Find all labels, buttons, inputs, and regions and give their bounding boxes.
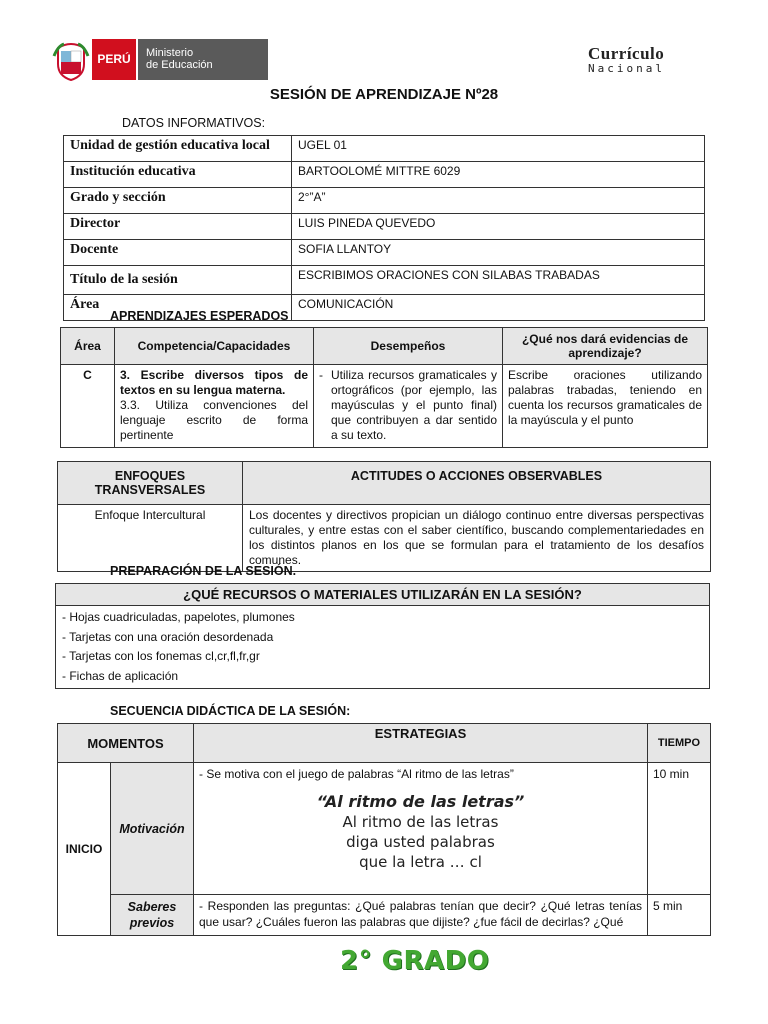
capacidad-text: 3.3. Utiliza convenciones del lenguaje escrito de forma pertinente — [120, 398, 308, 442]
saberes-text: - Responden las preguntas: ¿Qué palabras tenían que decir? ¿Qué letras tenías que usar? ¿Cuáles fueron las palabras que dijiste? ¿fue fácil de decirlas? ¿Qué — [194, 895, 648, 936]
actitud-cell: Los docentes y directivos propician un diálogo continuo entre diversas perspectivas culturales, y entre estas con el saber científico, buscando complementariedades en los distintos planos en los que se formulan para el tratamiento de los desafíos comunes. — [243, 505, 711, 572]
col-header-competencia: Competencia/Capacidades — [115, 328, 314, 365]
col-header-actitudes: ACTITUDES O ACCIONES OBSERVABLES — [243, 462, 711, 505]
table-row — [64, 214, 705, 240]
motivacion-text: - Se motiva con el juego de palabras “Al ritmo de las letras” — [199, 767, 514, 781]
col-header-evidencia: ¿Qué nos dará evidencias de aprendizaje? — [503, 328, 708, 365]
poem — [199, 794, 642, 870]
table-header-row — [56, 584, 710, 606]
datos-value: COMUNICACIÓN — [292, 295, 705, 321]
table-row — [64, 240, 705, 266]
col-header-tiempo: TIEMPO — [648, 724, 711, 763]
motivacion-tiempo: 10 min — [648, 763, 711, 895]
datos-value: UGEL 01 — [292, 136, 705, 162]
datos-table — [63, 135, 705, 321]
table-row — [64, 188, 705, 214]
poem-line: Al ritmo de las letras — [342, 813, 499, 831]
desempeno-item — [319, 368, 497, 443]
enfoque-cell: Enfoque Intercultural — [58, 505, 243, 572]
grado-stamp: 2° GRADO — [340, 946, 490, 976]
table-row — [64, 266, 705, 295]
datos-key: Grado y sección — [64, 188, 292, 214]
poem-line: que la letra … cl — [359, 853, 482, 871]
saberes-label: Saberes previos — [111, 895, 194, 936]
datos-key: Título de la sesión — [64, 266, 292, 295]
curriculo-nacional-logo — [588, 44, 698, 88]
ministerio-line2: de Educación — [146, 59, 213, 71]
preparacion-label: PREPARACIÓN DE LA SESIÓN. — [110, 564, 297, 578]
secuencia-label: SECUENCIA DIDÁCTICA DE LA SESIÓN: — [110, 704, 351, 718]
recursos-list — [56, 606, 710, 689]
datos-value: BARTOOLOMÉ MITTRE 6029 — [292, 162, 705, 188]
table-header-row — [58, 462, 711, 505]
bullet-dash: - — [319, 368, 323, 382]
datos-label: DATOS INFORMATIVOS: — [122, 116, 266, 130]
datos-key: Institución educativa — [64, 162, 292, 188]
datos-value: 2°”A” — [292, 188, 705, 214]
curriculo-text: Currículo — [588, 44, 665, 63]
desempeno-cell — [314, 365, 503, 448]
motivacion-label: Motivación — [111, 763, 194, 895]
table-header-row — [58, 724, 711, 763]
competencia-text: 3. Escribe diversos tipos de textos en su lengua materna. — [120, 368, 308, 397]
datos-key: Director — [64, 214, 292, 240]
list-item: - Hojas cuadriculadas, papelotes, plumones — [62, 610, 295, 624]
list-item: - Tarjetas con una oración desordenada — [62, 629, 274, 644]
inicio-cell: INICIO — [58, 763, 111, 936]
table-header-row — [61, 328, 708, 365]
list-item: - Tarjetas con los fonemas cl,cr,fl,fr,gr — [62, 649, 260, 663]
poem-line: diga usted palabras — [346, 833, 495, 851]
poem-title: “Al ritmo de las letras” — [316, 792, 525, 811]
page-title: SESIÓN DE APRENDIZAJE Nº28 — [269, 86, 499, 103]
datos-key: Unidad de gestión educativa local — [64, 136, 292, 162]
peru-label: PERÚ — [92, 39, 136, 80]
saberes-tiempo: 5 min — [648, 895, 711, 936]
secuencia-table — [57, 723, 711, 936]
table-row — [61, 365, 708, 448]
recursos-header: ¿QUÉ RECURSOS O MATERIALES UTILIZARÁN EN LA SESIÓN? — [56, 584, 710, 606]
table-row — [56, 606, 710, 689]
table-row — [64, 136, 705, 162]
col-header-estrategias: ESTRATEGIAS — [194, 724, 648, 763]
col-header-enfoques: ENFOQUES TRANSVERSALES — [58, 462, 243, 505]
desempeno-text: Utiliza recursos gramaticales y ortográficos (por ejemplo, las mayúsculas y el punto final) que contribuyen a dar sentido a su texto. — [331, 368, 497, 442]
table-row — [64, 162, 705, 188]
list-item: - Fichas de aplicación — [62, 668, 179, 683]
aprendizajes-table — [60, 327, 708, 448]
nacional-text: Nacional — [588, 62, 665, 75]
motivacion-cell — [194, 763, 648, 895]
datos-key: Docente — [64, 240, 292, 266]
col-header-area: Área — [61, 328, 115, 365]
table-row — [58, 505, 711, 572]
col-header-desempenos: Desempeños — [314, 328, 503, 365]
aprendizajes-label: APRENDIZAJES ESPERADOS — [110, 309, 289, 323]
table-row — [58, 763, 711, 895]
peru-shield-icon — [52, 38, 90, 82]
ministerio-line1: Ministerio — [146, 47, 194, 59]
datos-value: ESCRIBIMOS ORACIONES CON SILABAS TRABADAS — [292, 266, 705, 295]
datos-value: SOFIA LLANTOY — [292, 240, 705, 266]
ministerio-label — [138, 39, 268, 80]
datos-value: LUIS PINEDA QUEVEDO — [292, 214, 705, 240]
recursos-table — [55, 583, 710, 689]
competencia-cell — [115, 365, 314, 448]
area-cell: C — [61, 365, 115, 448]
table-row — [58, 895, 711, 936]
evidencia-cell: Escribe oraciones utilizando palabras trabadas, teniendo en cuenta los recursos gramaticales de la mayúscula y el punto — [503, 365, 708, 448]
datos-key: Área — [64, 295, 292, 321]
enfoques-table — [57, 461, 711, 572]
col-header-momentos: MOMENTOS — [58, 724, 194, 763]
